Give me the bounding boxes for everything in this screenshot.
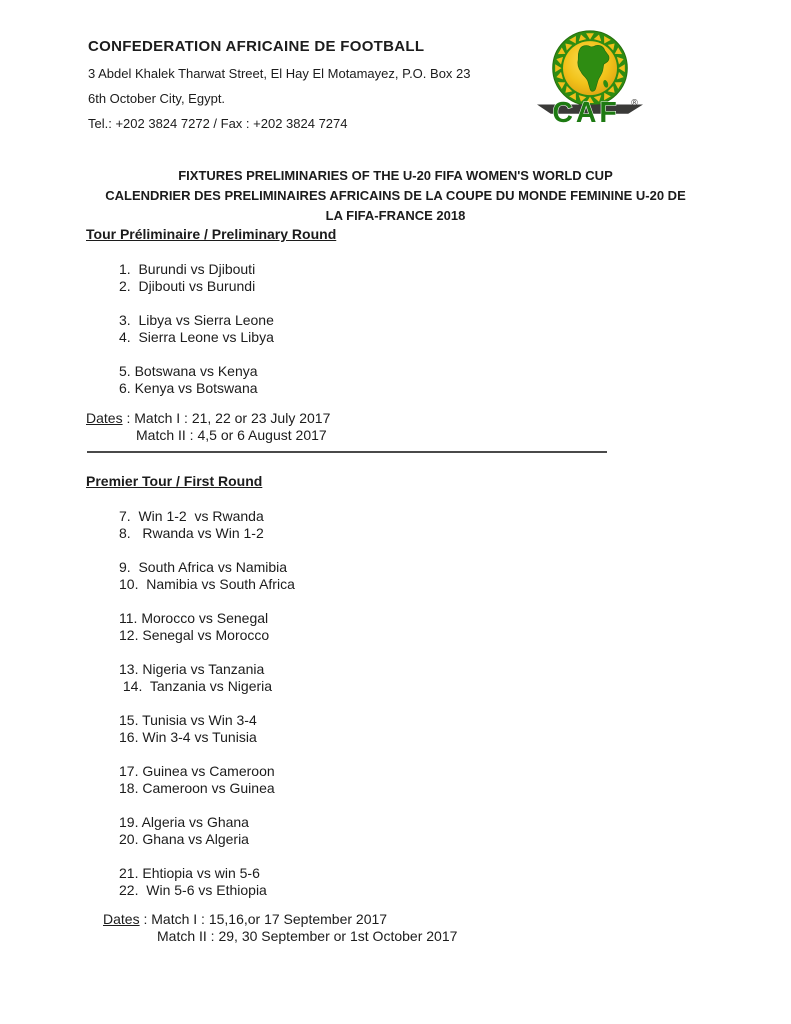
preliminary-round-dates — [86, 410, 731, 444]
org-name: CONFEDERATION AFRICAINE DE FOOTBALL — [88, 38, 425, 55]
org-address-line-1: 3 Abdel Khalek Tharwat Street, El Hay El Motamayez, P.O. Box 23 — [88, 66, 471, 81]
caf-logo — [537, 26, 643, 131]
title-line-3: LA FIFA-FRANCE 2018 — [325, 208, 466, 223]
match-item: 6. Kenya vs Botswana — [119, 380, 258, 396]
match-item: 9. South Africa vs Namibia — [119, 559, 288, 575]
dates-label: Dates — [86, 410, 123, 426]
dates-line-1 — [86, 410, 731, 427]
dates-line-1-text: : Match I : 21, 22 or 23 July 2017 — [122, 410, 331, 426]
org-contact: Tel.: +202 3824 7272 / Fax : +202 3824 7274 — [88, 116, 348, 131]
match-item: 3. Libya vs Sierra Leone — [119, 312, 274, 328]
dates-label: Dates — [103, 911, 140, 927]
match-item: 5. Botswana vs Kenya — [119, 363, 258, 379]
preliminary-round-heading: Tour Préliminaire / Preliminary Round — [86, 226, 337, 242]
match-item: 7. Win 1-2 vs Rwanda — [119, 508, 264, 524]
registered-mark: ® — [631, 97, 638, 108]
org-address-line-2: 6th October City, Egypt. — [88, 91, 226, 106]
letterhead — [0, 30, 791, 136]
match-item: 4. Sierra Leone vs Libya — [119, 329, 274, 345]
first-round-dates — [103, 911, 731, 945]
match-item: 17. Guinea vs Cameroon — [119, 763, 275, 779]
title-line-1: FIXTURES PRELIMINARIES OF THE U-20 FIFA WOMEN'S WORLD CUP — [178, 168, 613, 183]
match-item: 16. Win 3-4 vs Tunisia — [119, 729, 257, 745]
dates-line-2: Match II : 4,5 or 6 August 2017 — [136, 427, 327, 443]
match-item: 14. Tanzania vs Nigeria — [119, 678, 273, 694]
match-item: 12. Senegal vs Morocco — [119, 627, 270, 643]
dates-line-1 — [103, 911, 731, 928]
dates-line-2: Match II : 29, 30 September or 1st October 2017 — [157, 928, 458, 944]
match-item: 2. Djibouti vs Burundi — [119, 278, 256, 294]
caf-logo-icon — [537, 26, 643, 126]
title-line-2: CALENDRIER DES PRELIMINAIRES AFRICAINS DE LA COUPE DU MONDE FEMININE U-20 DE — [105, 188, 686, 203]
document-body — [0, 226, 791, 945]
match-item: 8. Rwanda vs Win 1-2 — [119, 525, 264, 541]
section-divider — [87, 451, 607, 453]
match-item: 11. Morocco vs Senegal — [119, 610, 269, 626]
match-item: 20. Ghana vs Algeria — [119, 831, 249, 847]
match-item: 19. Algeria vs Ghana — [119, 814, 249, 830]
match-item: 13. Nigeria vs Tanzania — [119, 661, 265, 677]
match-item: 1. Burundi vs Djibouti — [119, 261, 256, 277]
first-round-heading: Premier Tour / First Round — [86, 473, 263, 489]
match-item: 18. Cameroon vs Guinea — [119, 780, 275, 796]
match-item: 10. Namibia vs South Africa — [119, 576, 295, 592]
preliminary-round-match-list — [86, 261, 731, 397]
caf-wordmark: CAF — [552, 97, 620, 126]
match-item: 22. Win 5-6 vs Ethiopia — [119, 882, 267, 898]
document-title — [0, 166, 791, 226]
match-item: 21. Ehtiopia vs win 5-6 — [119, 865, 260, 881]
match-item: 15. Tunisia vs Win 3-4 — [119, 712, 257, 728]
first-round-match-list — [86, 508, 731, 899]
dates-line-1-text: : Match I : 15,16,or 17 September 2017 — [139, 911, 388, 927]
org-block — [88, 30, 471, 136]
